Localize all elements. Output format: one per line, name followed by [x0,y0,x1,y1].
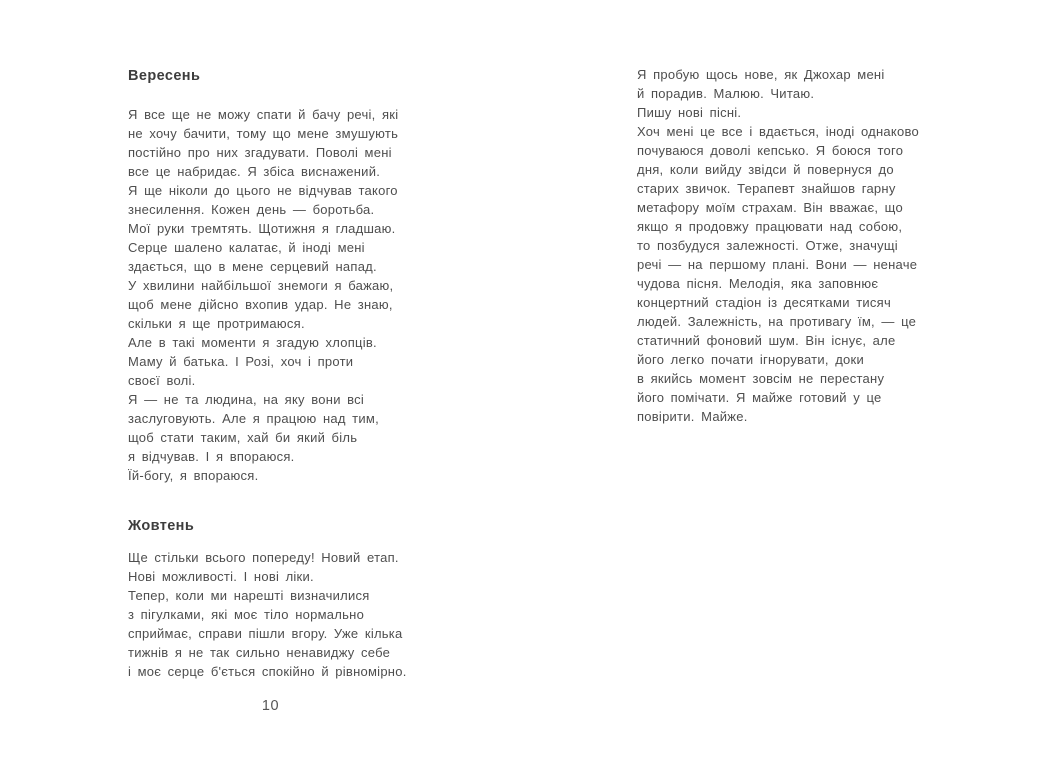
text-line: Їй-богу, я впораюся. [128,468,259,483]
text-line: чудова пісня. Мелодія, яка заповнює [637,276,879,291]
text-line: дня, коли вийду звідси й повернуся до [637,162,894,177]
text-line: й порадив. Малюю. Читаю. [637,86,815,101]
left-text-column [128,67,438,681]
text-line: Але в такі моменти я згадую хлопців. [128,335,377,350]
text-line: Тепер, коли ми нарешті визначилися [128,588,370,603]
text-line: статичний фоновий шум. Він існує, але [637,333,896,348]
section-heading-september: Вересень [128,68,201,84]
text-line: здається, що в мене серцевий напад. [128,259,377,274]
text-line: людей. Залежність, на противагу їм, — це [637,314,917,329]
text-line: Я все ще не можу спати й бачу речі, які [128,107,399,122]
text-line: постійно про них згадувати. Поволі мені [128,145,392,160]
text-line: його легко почати ігнорувати, доки [637,352,864,367]
continuation-text [637,65,947,426]
text-line: то позбудуся залежності. Отже, значущі [637,238,898,253]
text-line: я відчував. І я впораюся. [128,449,295,464]
text-line: Я — не та людина, на яку вони всі [128,392,365,407]
text-line: Я пробую щось нове, як Джохар мені [637,67,885,82]
text-line: знесилення. Кожен день — боротьба. [128,202,375,217]
section-october [128,517,438,681]
section-text-october [128,548,438,681]
text-line: Нові можливості. І нові ліки. [128,569,314,584]
text-line: заслуговують. Але я працюю над тим, [128,411,379,426]
text-line: Я ще ніколи до цього не відчував такого [128,183,398,198]
text-line: щоб мене дійсно вхопив удар. Не знаю, [128,297,393,312]
text-line: Серце шалено калатає, й іноді мені [128,240,365,255]
text-line: У хвилини найбільшої знемоги я бажаю, [128,278,394,293]
text-line: все це набридає. Я збіса виснажений. [128,164,381,179]
text-line: з пігулками, які моє тіло нормально [128,607,365,622]
text-line: метафору моїм страхам. Він вважає, що [637,200,903,215]
text-line: Хоч мені це все і вдається, іноді однаково [637,124,919,139]
text-line: повірити. Майже. [637,409,748,424]
text-line: сприймає, справи пішли вгору. Уже кілька [128,626,403,641]
text-line: Пишу нові пісні. [637,105,742,120]
text-line: Маму й батька. І Розі, хоч і проти [128,354,354,369]
text-line: скільки я ще протримаюся. [128,316,305,331]
text-line: якщо я продовжу працювати над собою, [637,219,903,234]
text-line: старих звичок. Терапевт знайшов гарну [637,181,896,196]
text-line: Мої руки тремтять. Щотижня я гладшаю. [128,221,396,236]
text-line: і моє серце б'ється спокійно й рівномірно. [128,664,407,679]
right-text-column [637,65,947,426]
section-september [128,67,438,485]
page-right [525,0,1050,760]
text-line: в якийсь момент зовсім не перестану [637,371,885,386]
text-line: не хочу бачити, тому що мене змушують [128,126,399,141]
section-heading-october: Жовтень [128,518,195,534]
text-line: почуваюся доволі кепсько. Я боюся того [637,143,904,158]
text-line: тижнів я не так сильно ненавиджу себе [128,645,391,660]
text-line: своєї волі. [128,373,196,388]
page-number: 10 [261,698,280,714]
section-text-september [128,105,438,485]
text-line: речі — на першому плані. Вони — неначе [637,257,918,272]
text-line: концертний стадіон із десятками тисяч [637,295,891,310]
text-line: Ще стільки всього попереду! Новий етап. [128,550,399,565]
text-line: щоб стати таким, хай би який біль [128,430,358,445]
text-line: його помічати. Я майже готовий у це [637,390,882,405]
